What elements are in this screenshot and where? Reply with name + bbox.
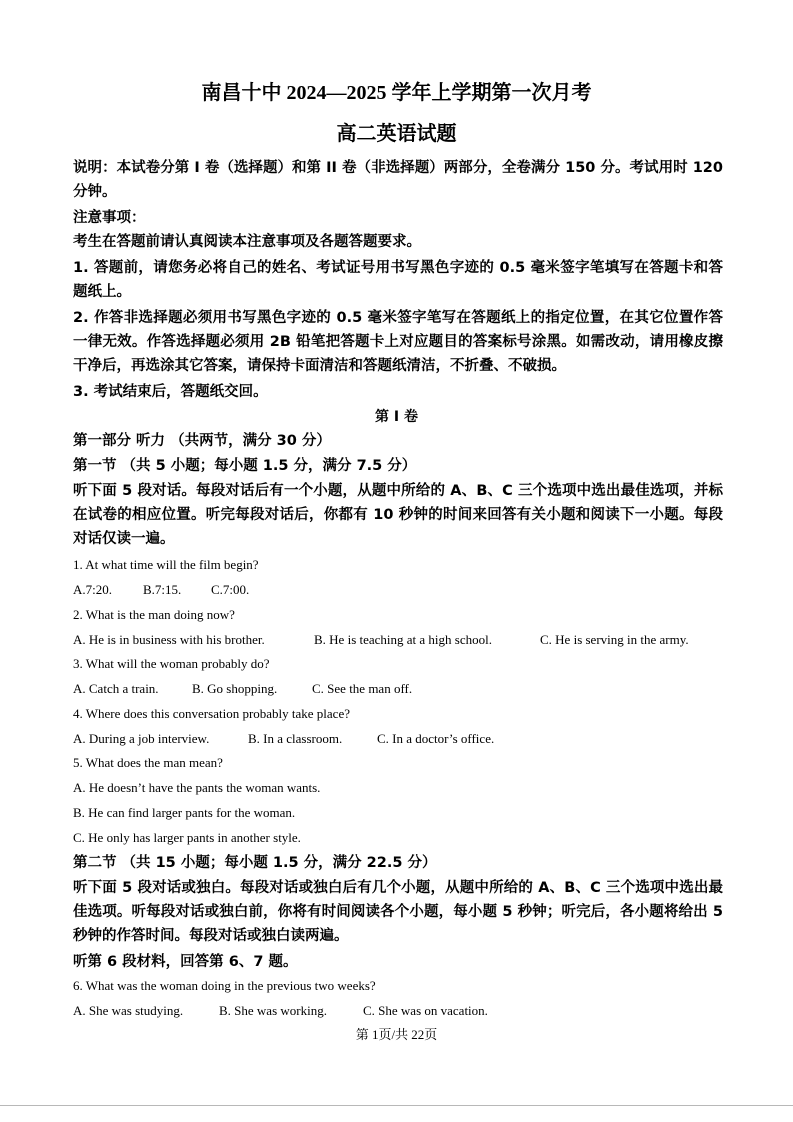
section2-heading: 第二节 （共 15 小题；每小题 1.5 分，满分 22.5 分） bbox=[73, 855, 437, 871]
exam-subtitle: 高二英语试题 bbox=[336, 123, 457, 145]
volume-label: 第 I 卷 bbox=[375, 409, 418, 425]
question-5: 5. What does the man mean? bbox=[73, 755, 223, 770]
q4-option-a: A. During a job interview. bbox=[73, 731, 210, 746]
q3-option-a: A. Catch a train. bbox=[73, 681, 159, 696]
q3-option-b: B. Go shopping. bbox=[192, 681, 278, 696]
exam-note: 说明：本试卷分第 I 卷（选择题）和第 II 卷（非选择题）两部分，全卷满分 150 分。考试用时 120 分钟。 bbox=[73, 160, 723, 200]
question-4: 4. Where does this conversation probably take place? bbox=[73, 706, 350, 721]
instruction-item-3: 3. 考试结束后，答题纸交回。 bbox=[73, 384, 268, 400]
question-2: 2. What is the man doing now? bbox=[73, 607, 235, 622]
q3-option-c: C. See the man off. bbox=[312, 681, 413, 696]
instruction-item-2: 2. 作答非选择题必须用书写黑色字迹的 0.5 毫米签字笔写在答题纸上的指定位置，在其它位置作答一律无效。作答选择题必须用 2B 铅笔把答题卡上对应题目的答案标号涂黑。如需改动，请用橡皮擦干净后，再选涂其它答案，请保持卡面清洁和答题纸清洁，不折叠、不破损。 bbox=[73, 310, 723, 374]
page-number: 第 1页/共 22页 bbox=[355, 1027, 438, 1042]
section1-directions: 听下面 5 段对话。每段对话后有一个小题，从题中所给的 A、B、C 三个选项中选出最佳选项，并标在试卷的相应位置。听完每段对话后，你都有 10 秒钟的时间来回答有关小题和阅读下一小题。每段对话仅读一遍。 bbox=[73, 483, 723, 547]
q4-option-c: C. In a doctor’s office. bbox=[377, 731, 495, 746]
exam-title: 南昌十中 2024—2025 学年上学期第一次月考 bbox=[201, 82, 592, 104]
q6-option-c: C. She was on vacation. bbox=[363, 1003, 488, 1018]
section2-directions: 听下面 5 段对话或独白。每段对话或独白后有几个小题，从题中所给的 A、B、C 三个选项中选出最佳选项。听每段对话或独白前，你将有时间阅读各个小题，每小题 5 秒钟；听完后，各小题将给出 5 秒钟的作答时间。每段对话或独白读两遍。 bbox=[73, 880, 723, 944]
instruction-item-1: 1. 答题前，请您务必将自己的姓名、考试证号用书写黑色字迹的 0.5 毫米签字笔填写在答题卡和答题纸上。 bbox=[73, 260, 723, 300]
part1-heading: 第一部分 听力 （共两节，满分 30 分） bbox=[73, 433, 331, 449]
q5-option-c: C. He only has larger pants in another style. bbox=[73, 830, 301, 845]
q6-option-a: A. She was studying. bbox=[73, 1003, 184, 1018]
attention-intro: 考生在答题前请认真阅读本注意事项及各题答题要求。 bbox=[73, 234, 421, 250]
material6-heading: 听第 6 段材料，回答第 6、7 题。 bbox=[73, 954, 298, 970]
attention-heading: 注意事项： bbox=[73, 210, 146, 226]
question-6: 6. What was the woman doing in the previous two weeks? bbox=[73, 978, 376, 993]
q2-option-b: B. He is teaching at a high school. bbox=[314, 632, 492, 647]
q1-option-c: C.7:00. bbox=[211, 582, 250, 597]
page-divider bbox=[0, 1105, 793, 1106]
q2-option-a: A. He is in business with his brother. bbox=[73, 632, 265, 647]
question-1: 1. At what time will the film begin? bbox=[73, 557, 259, 572]
question-3: 3. What will the woman probably do? bbox=[73, 656, 270, 671]
q2-option-c: C. He is serving in the army. bbox=[540, 632, 689, 647]
q4-option-b: B. In a classroom. bbox=[248, 731, 343, 746]
q1-option-a: A.7:20. bbox=[73, 582, 112, 597]
q5-option-b: B. He can find larger pants for the woman. bbox=[73, 805, 296, 820]
q6-option-b: B. She was working. bbox=[219, 1003, 327, 1018]
section1-heading: 第一节 （共 5 小题；每小题 1.5 分，满分 7.5 分） bbox=[73, 458, 417, 474]
q5-option-a: A. He doesn’t have the pants the woman wants. bbox=[73, 780, 321, 795]
q1-option-b: B.7:15. bbox=[143, 582, 182, 597]
